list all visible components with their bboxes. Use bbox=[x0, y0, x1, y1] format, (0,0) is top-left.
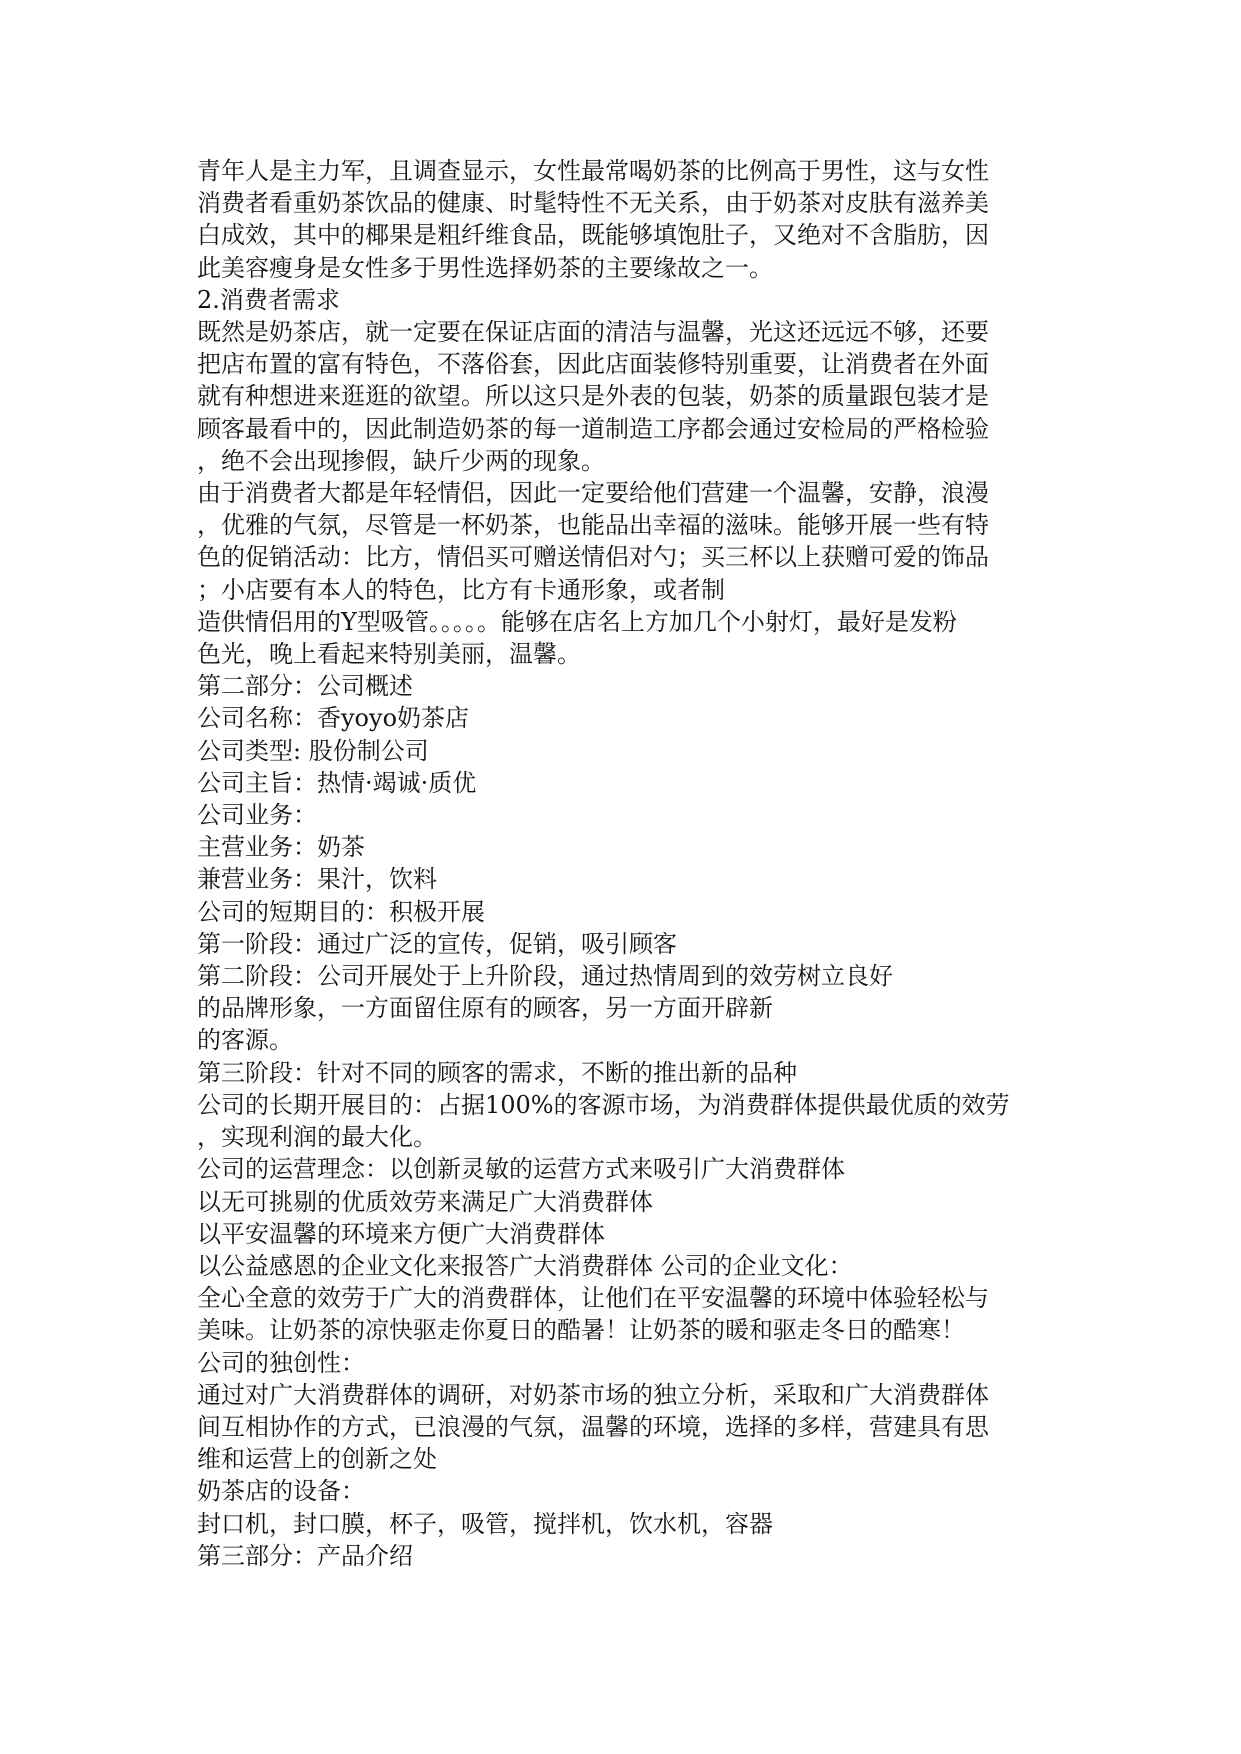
text-line: ，绝不会出现掺假，缺斤少两的现象。 bbox=[197, 446, 605, 475]
text-line: 公司的独创性： bbox=[197, 1348, 365, 1377]
text-line: 第二阶段：公司开展处于上升阶段，通过热情周到的效劳树立良好 bbox=[197, 962, 893, 991]
text-line: 以公益感恩的企业文化来报答广大消费群体 公司的企业文化： bbox=[197, 1251, 853, 1280]
document-page bbox=[197, 155, 1047, 1572]
text-line: 把店布置的富有特色，不落俗套，因此店面装修特别重要，让消费者在外面 bbox=[197, 350, 989, 379]
text-line: ；小店要有本人的特色，比方有卡通形象，或者制 bbox=[197, 575, 725, 604]
text-line: 造供情侣用的Y型吸管。。。。。能够在店名上方加几个小射灯，最好是发粉 bbox=[197, 607, 957, 636]
section-heading: 第三部分：产品介绍 bbox=[197, 1541, 413, 1570]
text-line: 间互相协作的方式，已浪漫的气氛，温馨的环境，选择的多样，营建具有思 bbox=[197, 1412, 989, 1441]
text-line: 的品牌形象，一方面留住原有的顾客，另一方面开辟新 bbox=[197, 994, 773, 1023]
text-line: 维和运营上的创新之处 bbox=[197, 1445, 437, 1474]
text-line: 青年人是主力军，且调查显示，女性最常喝奶茶的比例高于男性，这与女性 bbox=[197, 157, 989, 185]
section-heading: 2.消费者需求 bbox=[197, 285, 340, 314]
text-line: ，实现利润的最大化。 bbox=[197, 1123, 437, 1152]
text-line: 以无可挑剔的优质效劳来满足广大消费群体 bbox=[197, 1187, 653, 1216]
text-line: 既然是奶茶店，就一定要在保证店面的清洁与温馨，光这还远远不够，还要 bbox=[197, 318, 989, 347]
text-line: 第三阶段：针对不同的顾客的需求，不断的推出新的品种 bbox=[197, 1058, 797, 1087]
text-line: ，优雅的气氛，尽管是一杯奶茶，也能品出幸福的滋味。能够开展一些有特 bbox=[197, 511, 989, 540]
text-line: 顾客最看中的，因此制造奶茶的每一道制造工序都会通过安检局的严格检验 bbox=[197, 414, 989, 443]
text-line: 封口机，封口膜，杯子，吸管，搅拌机，饮水机，容器 bbox=[197, 1509, 773, 1538]
text-line: 的客源。 bbox=[197, 1026, 293, 1055]
text-line: 公司的短期目的：积极开展 bbox=[197, 897, 485, 926]
text-line: 公司主旨：热情·竭诚·质优 bbox=[197, 768, 477, 797]
text-line: 公司类型: 股份制公司 bbox=[197, 736, 429, 765]
section-heading: 第二部分：公司概述 bbox=[197, 672, 413, 701]
text-line: 全心全意的效劳于广大的消费群体，让他们在平安温馨的环境中体验轻松与 bbox=[197, 1284, 989, 1313]
text-line: 公司的运营理念：以创新灵敏的运营方式来吸引广大消费群体 bbox=[197, 1155, 845, 1184]
text-line: 以平安温馨的环境来方便广大消费群体 bbox=[197, 1219, 605, 1248]
text-line: 通过对广大消费群体的调研，对奶茶市场的独立分析，采取和广大消费群体 bbox=[197, 1380, 989, 1409]
text-line: 公司业务： bbox=[197, 801, 317, 830]
text-line: 由于消费者大都是年轻情侣，因此一定要给他们营建一个温馨，安静，浪漫 bbox=[197, 479, 989, 508]
text-line: 白成效，其中的椰果是粗纤维食品，既能够填饱肚子，又绝对不含脂肪，因 bbox=[197, 221, 989, 250]
text-line: 公司名称：香yoyo奶茶店 bbox=[197, 704, 470, 733]
text-line: 就有种想进来逛逛的欲望。所以这只是外表的包装，奶茶的质量跟包装才是 bbox=[197, 382, 989, 411]
text-line: 兼营业务：果汁，饮料 bbox=[197, 865, 437, 894]
text-line: 奶茶店的设备： bbox=[197, 1477, 365, 1506]
text-line: 公司的长期开展目的：占据100%的客源市场，为消费群体提供最优质的效劳 bbox=[197, 1090, 1010, 1119]
text-line: 第一阶段：通过广泛的宣传，促销，吸引顾客 bbox=[197, 929, 677, 958]
text-line: 色光，晚上看起来特别美丽，温馨。 bbox=[197, 640, 581, 669]
text-line: 消费者看重奶茶饮品的健康、时髦特性不无关系，由于奶茶对皮肤有滋养美 bbox=[197, 189, 989, 218]
text-line: 色的促销活动：比方，情侣买可赠送情侣对勺；买三杯以上获赠可爱的饰品 bbox=[197, 543, 989, 572]
text-line: 美味。让奶茶的凉快驱走你夏日的酷暑！让奶茶的暖和驱走冬日的酷寒！ bbox=[197, 1316, 965, 1345]
text-line: 此美容瘦身是女性多于男性选择奶茶的主要缘故之一。 bbox=[197, 253, 773, 282]
text-line: 主营业务：奶茶 bbox=[197, 833, 365, 862]
